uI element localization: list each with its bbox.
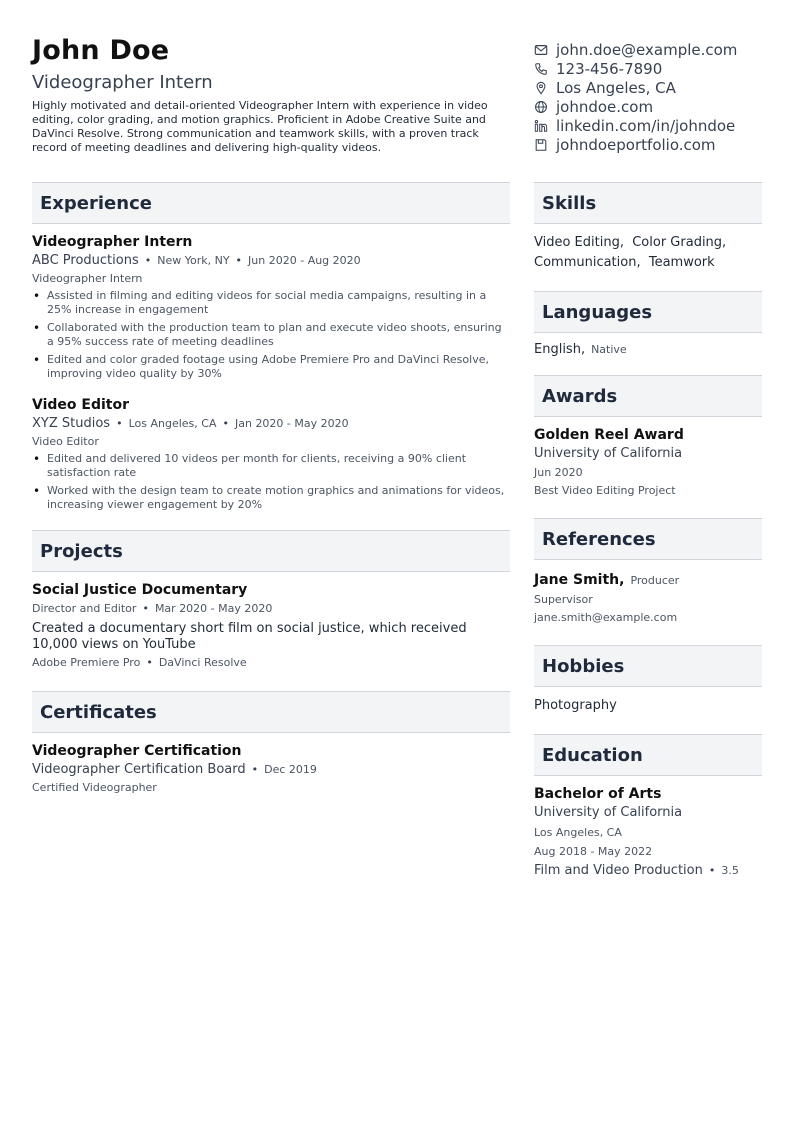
linkedin-icon bbox=[534, 119, 548, 133]
resume-columns bbox=[32, 182, 762, 899]
job-location: Los Angeles, CA bbox=[128, 417, 217, 430]
reference-role-continued: Supervisor bbox=[534, 593, 593, 606]
contact-website[interactable] bbox=[534, 97, 762, 116]
hobbies-body bbox=[534, 687, 762, 716]
contact-email[interactable] bbox=[534, 40, 762, 59]
separator-dot: • bbox=[142, 602, 149, 615]
awards-section bbox=[534, 375, 762, 500]
language-level: Native bbox=[591, 343, 627, 356]
awards-heading-bar bbox=[534, 375, 762, 417]
project-title: Social Justice Documentary bbox=[32, 582, 248, 598]
education-heading-bar bbox=[534, 734, 762, 776]
education-heading: Education bbox=[542, 744, 643, 766]
experience-section bbox=[32, 182, 510, 512]
job-role: Videographer Intern bbox=[32, 272, 143, 285]
project-meta bbox=[32, 599, 510, 619]
references-section bbox=[534, 518, 762, 627]
reference-line bbox=[534, 569, 762, 591]
phone-icon bbox=[534, 62, 548, 76]
job-bullet: • Edited and color graded footage using Adobe Premiere Pro and DaVinci Resolve, improving video quality by 30% bbox=[32, 353, 510, 381]
project-entry bbox=[32, 581, 510, 673]
reference-email[interactable]: jane.smith@example.com bbox=[534, 611, 678, 624]
contact-phone[interactable] bbox=[534, 59, 762, 78]
project-role: Director and Editor bbox=[32, 602, 137, 615]
job-bullet: • Collaborated with the production team to plan and execute video shoots, ensuring a 95% success rate of meeting deadlines bbox=[32, 321, 510, 349]
certificates-heading-bar bbox=[32, 691, 510, 733]
portfolio-link[interactable]: johndoeportfolio.com bbox=[556, 135, 716, 154]
skills-line: Communication, Teamwork bbox=[534, 255, 715, 270]
company-name: XYZ Studios bbox=[32, 416, 111, 431]
separator-dot: • bbox=[251, 763, 259, 776]
certificates-heading: Certificates bbox=[40, 701, 157, 723]
hobby-item: Photography bbox=[534, 698, 617, 713]
candidate-name: John Doe bbox=[32, 35, 170, 66]
education-body bbox=[534, 776, 762, 881]
award-issuer: University of California bbox=[534, 446, 683, 461]
job-location: New York, NY bbox=[157, 254, 230, 267]
job-bullets bbox=[32, 289, 510, 381]
education-field: Film and Video Production bbox=[534, 863, 703, 878]
contact-linkedin[interactable] bbox=[534, 116, 762, 135]
experience-body bbox=[32, 224, 510, 512]
education-location: Los Angeles, CA bbox=[534, 826, 622, 839]
projects-heading-bar bbox=[32, 530, 510, 572]
job-title: Videographer Intern bbox=[32, 234, 193, 250]
languages-heading-bar bbox=[534, 291, 762, 333]
job-bullets bbox=[32, 452, 510, 512]
projects-body bbox=[32, 572, 510, 673]
reference-role: Producer bbox=[630, 574, 680, 587]
skills-line: Video Editing, Color Grading, bbox=[534, 235, 727, 250]
languages-heading: Languages bbox=[542, 301, 653, 323]
project-description: Created a documentary short film on social justice, which received 10,000 views on YouTube bbox=[32, 621, 467, 652]
hobbies-heading-bar bbox=[534, 645, 762, 687]
separator-dot: • bbox=[144, 254, 152, 267]
certificates-body bbox=[32, 733, 510, 796]
separator-dot: • bbox=[146, 656, 153, 669]
skills-section bbox=[534, 182, 762, 273]
linkedin-link[interactable]: linkedin.com/in/johndoe bbox=[556, 116, 736, 135]
awards-heading: Awards bbox=[542, 385, 618, 407]
skills-heading: Skills bbox=[542, 192, 597, 214]
candidate-title: Videographer Intern bbox=[32, 72, 213, 93]
job-meta bbox=[32, 414, 510, 434]
certificate-entry bbox=[32, 742, 510, 796]
projects-heading: Projects bbox=[40, 540, 123, 562]
contact-location bbox=[534, 78, 762, 97]
experience-heading-bar bbox=[32, 182, 510, 224]
certificate-date: Dec 2019 bbox=[264, 763, 317, 776]
separator-dot: • bbox=[235, 254, 243, 267]
references-body bbox=[534, 560, 762, 627]
job-bullet: • Assisted in filming and editing videos for social media campaigns, resulting in a 25% increase in engagement bbox=[32, 289, 510, 317]
job-title: Video Editor bbox=[32, 397, 129, 413]
education-school: University of California bbox=[534, 805, 683, 820]
certificate-title: Videographer Certification bbox=[32, 743, 242, 759]
portfolio-icon bbox=[534, 138, 548, 152]
job-dates: Jan 2020 - May 2020 bbox=[234, 417, 349, 430]
mail-icon bbox=[534, 43, 548, 57]
education-dates: Aug 2018 - May 2022 bbox=[534, 845, 653, 858]
education-section bbox=[534, 734, 762, 881]
education-gpa: 3.5 bbox=[721, 864, 739, 877]
award-note: Best Video Editing Project bbox=[534, 484, 676, 497]
skills-body bbox=[534, 224, 762, 273]
resume-header bbox=[32, 36, 762, 155]
projects-section bbox=[32, 530, 510, 673]
job-dates: Jun 2020 - Aug 2020 bbox=[248, 254, 361, 267]
education-field-line bbox=[534, 861, 762, 881]
contact-portfolio[interactable] bbox=[534, 135, 762, 154]
certificate-meta bbox=[32, 760, 510, 780]
resume-page bbox=[32, 36, 762, 899]
website-link[interactable]: johndoe.com bbox=[556, 97, 654, 116]
experience-heading: Experience bbox=[40, 192, 152, 214]
project-tool: Adobe Premiere Pro bbox=[32, 656, 141, 669]
language-name: English, bbox=[534, 342, 586, 357]
summary-text: Highly motivated and detail-oriented Videographer Intern with experience in video editing, color grading, and motion graphics. Proficient in Adobe Creative Suite and DaVinci Resolve. Strong communication and teamwork skills, with a proven track record of meeting deadlines and delivering high-quality videos. bbox=[32, 99, 488, 154]
experience-entry bbox=[32, 233, 510, 381]
certificate-issuer: Videographer Certification Board bbox=[32, 762, 246, 777]
awards-body bbox=[534, 417, 762, 500]
reference-name: Jane Smith, bbox=[534, 572, 625, 588]
separator-dot: • bbox=[116, 417, 123, 430]
left-column bbox=[32, 182, 510, 899]
contact-list bbox=[534, 40, 762, 155]
project-tools bbox=[32, 653, 510, 673]
right-column bbox=[534, 182, 762, 899]
references-heading-bar bbox=[534, 518, 762, 560]
project-tool: DaVinci Resolve bbox=[158, 656, 247, 669]
skills-heading-bar bbox=[534, 182, 762, 224]
job-bullet: • Worked with the design team to create motion graphics and animations for videos, increasing viewer engagement by 20% bbox=[32, 484, 510, 512]
languages-body bbox=[534, 333, 762, 357]
company-name: ABC Productions bbox=[32, 253, 139, 268]
hobbies-section bbox=[534, 645, 762, 716]
phone-text[interactable]: 123-456-7890 bbox=[556, 59, 663, 78]
hobbies-heading: Hobbies bbox=[542, 655, 625, 677]
experience-entry bbox=[32, 396, 510, 512]
language-item bbox=[534, 342, 762, 357]
award-date: Jun 2020 bbox=[534, 466, 583, 479]
certificates-section bbox=[32, 691, 510, 796]
map-pin-icon bbox=[534, 81, 548, 95]
job-meta bbox=[32, 251, 510, 271]
globe-icon bbox=[534, 100, 548, 114]
header-left bbox=[32, 36, 510, 155]
email-text[interactable]: john.doe@example.com bbox=[556, 40, 738, 59]
job-bullet: • Edited and delivered 10 videos per month for clients, receiving a 90% client satisfaction rate bbox=[32, 452, 510, 480]
certificate-note: Certified Videographer bbox=[32, 781, 157, 794]
languages-section bbox=[534, 291, 762, 357]
separator-dot: • bbox=[708, 864, 716, 877]
award-title: Golden Reel Award bbox=[534, 427, 684, 443]
references-heading: References bbox=[542, 528, 656, 550]
job-role: Video Editor bbox=[32, 435, 99, 448]
location-text: Los Angeles, CA bbox=[556, 78, 676, 97]
education-degree: Bachelor of Arts bbox=[534, 786, 662, 802]
project-dates: Mar 2020 - May 2020 bbox=[154, 602, 273, 615]
separator-dot: • bbox=[222, 417, 229, 430]
